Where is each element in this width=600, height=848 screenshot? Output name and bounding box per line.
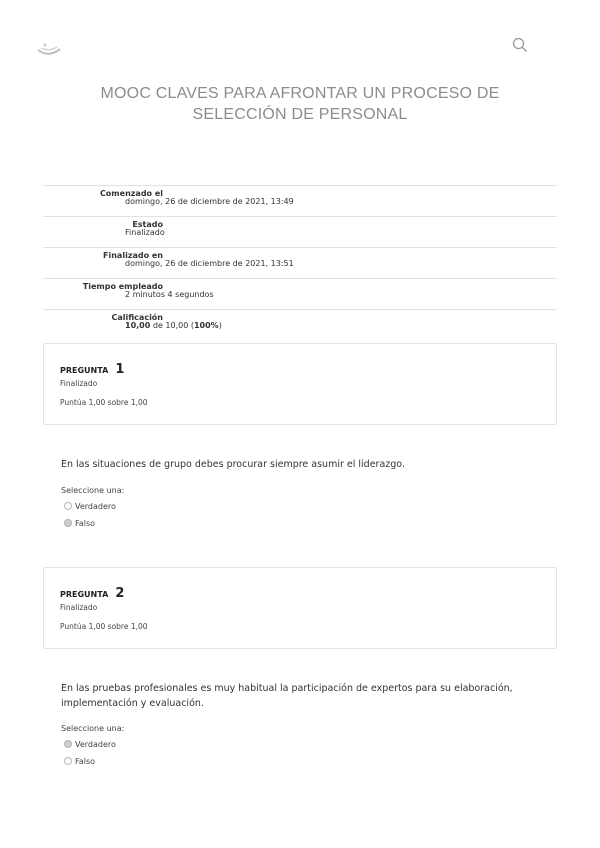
question-info-card	[43, 567, 557, 649]
course-title: MOOC CLAVES PARA AFRONTAR UN PROCESO DE SELECCIÓN DE PERSONAL	[100, 85, 500, 123]
answer-option-verdadero[interactable]	[64, 502, 116, 511]
summary-row-grade	[43, 309, 557, 340]
summary-label: Tiempo empleado	[82, 282, 163, 291]
question-info-card	[43, 343, 557, 425]
radio-checked-icon[interactable]	[64, 740, 72, 748]
summary-value: 2 minutos 4 segundos	[125, 290, 214, 299]
answer-option-falso[interactable]	[64, 519, 95, 528]
question-state: Finalizado	[60, 603, 98, 612]
summary-label: Estado	[132, 220, 163, 229]
summary-row-state	[43, 216, 557, 247]
moodle-logo-icon[interactable]	[36, 40, 62, 56]
radio-checked-icon[interactable]	[64, 519, 72, 527]
question-text: En las pruebas profesionales es muy habitual la participación de expertos para su elaboración, implementación y evaluación.	[61, 683, 513, 709]
question-number-value: 2	[115, 586, 125, 601]
question-text: En las situaciones de grupo debes procurar siempre asumir el liderazgo.	[61, 459, 405, 470]
option-label: Falso	[75, 519, 96, 528]
grade-score: 10,00	[125, 321, 151, 330]
summary-row-started	[43, 185, 557, 216]
search-icon[interactable]	[512, 37, 528, 53]
question-label: PREGUNTA	[60, 590, 109, 599]
option-label: Verdadero	[75, 740, 116, 749]
grade-percent: 100%	[193, 321, 219, 330]
summary-label: Finalizado en	[103, 251, 163, 260]
select-one-label: Seleccione una:	[61, 724, 125, 733]
summary-row-finished	[43, 247, 557, 278]
radio-unchecked-icon[interactable]	[64, 757, 72, 765]
radio-unchecked-icon[interactable]	[64, 502, 72, 510]
option-label: Verdadero	[75, 502, 116, 511]
question-points: Puntúa 1,00 sobre 1,00	[60, 398, 148, 407]
summary-label: Calificación	[111, 313, 163, 322]
summary-value: domingo, 26 de diciembre de 2021, 13:49	[125, 197, 294, 206]
select-one-label: Seleccione una:	[61, 486, 125, 495]
summary-value: domingo, 26 de diciembre de 2021, 13:51	[125, 259, 294, 268]
question-number-value: 1	[115, 362, 125, 377]
question-state: Finalizado	[60, 379, 98, 388]
grade-max: de 10,00	[152, 321, 189, 330]
attempt-summary-table	[43, 185, 557, 340]
answer-option-verdadero[interactable]	[64, 740, 116, 749]
question-label: PREGUNTA	[60, 366, 109, 375]
question-number	[60, 582, 124, 601]
grade-value: 10,00 de 10,00 (100%)	[125, 321, 222, 330]
answer-option-falso[interactable]	[64, 757, 95, 766]
option-label: Falso	[75, 757, 96, 766]
question-number	[60, 358, 124, 377]
summary-label: Comenzado el	[99, 189, 163, 198]
question-points: Puntúa 1,00 sobre 1,00	[60, 622, 148, 631]
summary-row-time-taken	[43, 278, 557, 309]
summary-value: Finalizado	[125, 228, 165, 237]
